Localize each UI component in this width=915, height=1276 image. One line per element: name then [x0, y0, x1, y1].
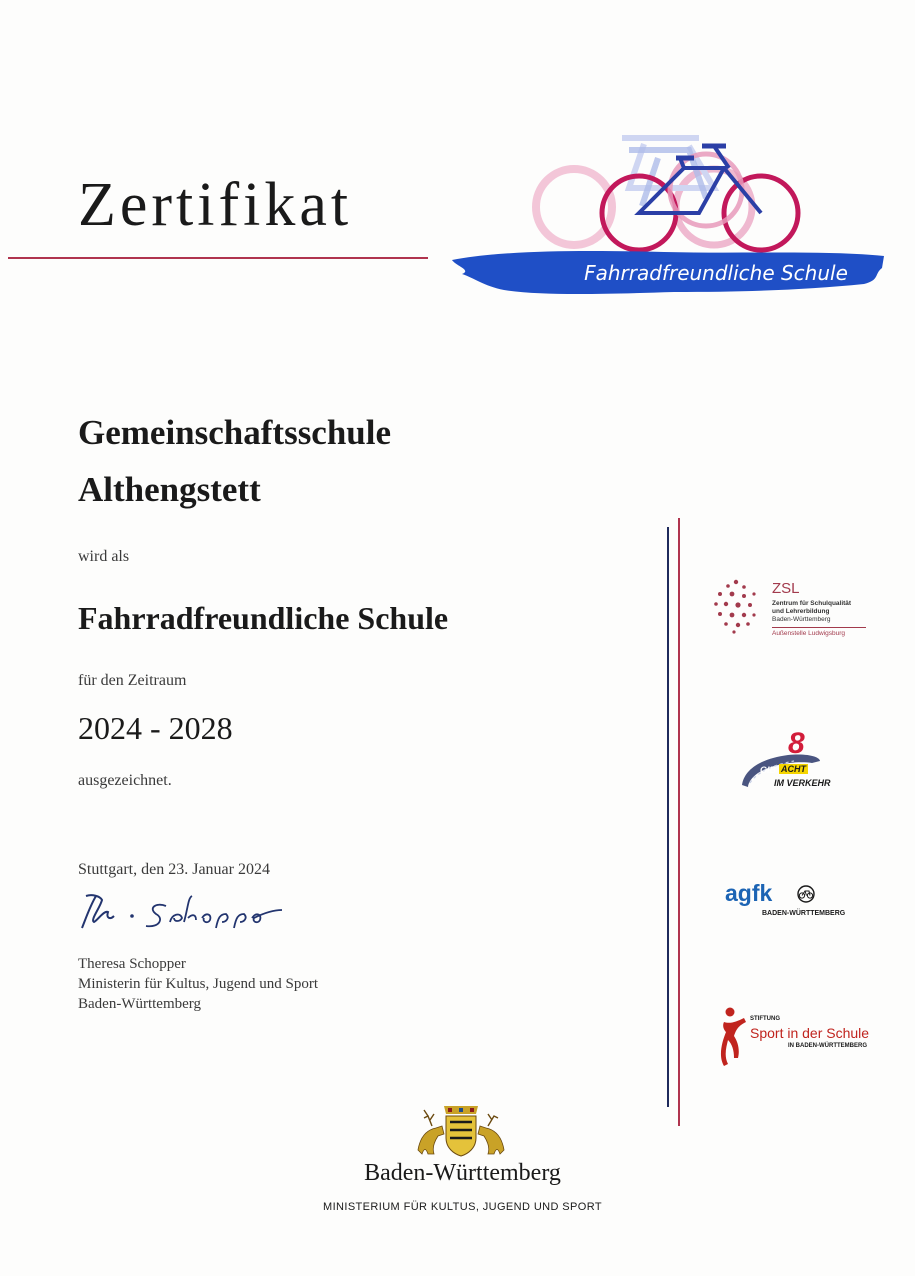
agfk-name: agfk — [725, 880, 773, 906]
place-date: Stuttgart, den 23. Januar 2024 — [78, 861, 270, 878]
im-verkehr-word: IM VERKEHR — [774, 778, 831, 788]
baden-wuerttemberg-coat-of-arms-icon — [414, 1104, 508, 1158]
state-name: Baden-Württemberg — [364, 1160, 561, 1186]
stiftung-name: Sport in der Schule — [750, 1025, 870, 1041]
title-underline — [8, 257, 428, 259]
zsl-abbr: ZSL — [772, 580, 800, 597]
badge-label: Fahrradfreundliche Schule — [584, 261, 848, 285]
gib-acht-logo — [738, 727, 838, 795]
signature — [76, 888, 296, 940]
signatory-role: Ministerin für Kultus, Jugend und Sport — [78, 976, 318, 992]
fahrradfreundliche-schule-badge — [444, 128, 890, 298]
divider-line-red — [678, 518, 680, 1126]
stiftung-prefix: STIFTUNG — [750, 1016, 780, 1022]
outro-text: ausgezeichnet. — [78, 772, 172, 789]
stiftung-region: IN BADEN-WÜRTTEMBERG — [788, 1043, 867, 1049]
school-name-line2: Althengstett — [78, 470, 261, 509]
gib-acht-numeral: 8 — [788, 727, 805, 760]
bicycle-icon — [794, 885, 818, 903]
ministry-name: MINISTERIUM FÜR KULTUS, JUGEND UND SPORT — [323, 1201, 602, 1213]
agfk-region: BADEN-WÜRTTEMBERG — [762, 910, 846, 917]
zsl-line3: Baden-Württemberg — [772, 616, 831, 623]
school-name-line1: Gemeinschaftsschule — [78, 413, 392, 452]
zsl-logo — [710, 578, 870, 648]
intro-text: wird als — [78, 548, 130, 565]
signatory-state: Baden-Württemberg — [78, 996, 202, 1012]
period-intro: für den Zeitraum — [78, 672, 187, 689]
zsl-branch: Außenstelle Ludwigsburg — [772, 630, 845, 637]
stiftung-sport-logo — [720, 1006, 870, 1068]
signatory-name: Theresa Schopper — [78, 956, 186, 972]
zsl-line2: und Lehrerbildung — [772, 608, 830, 615]
acht-word: ACHT — [781, 764, 806, 774]
zsl-line1: Zentrum für Schulqualität — [772, 600, 852, 607]
certificate-title: Zertifikat — [78, 171, 353, 239]
award-period: 2024 - 2028 — [78, 710, 233, 746]
agfk-logo — [725, 880, 855, 922]
running-figure-icon — [720, 1006, 752, 1068]
gib-word: GIB — [760, 765, 777, 775]
award-title: Fahrradfreundliche Schule — [78, 600, 449, 636]
zsl-dots-icon — [710, 578, 762, 634]
divider-line-navy — [667, 527, 669, 1107]
